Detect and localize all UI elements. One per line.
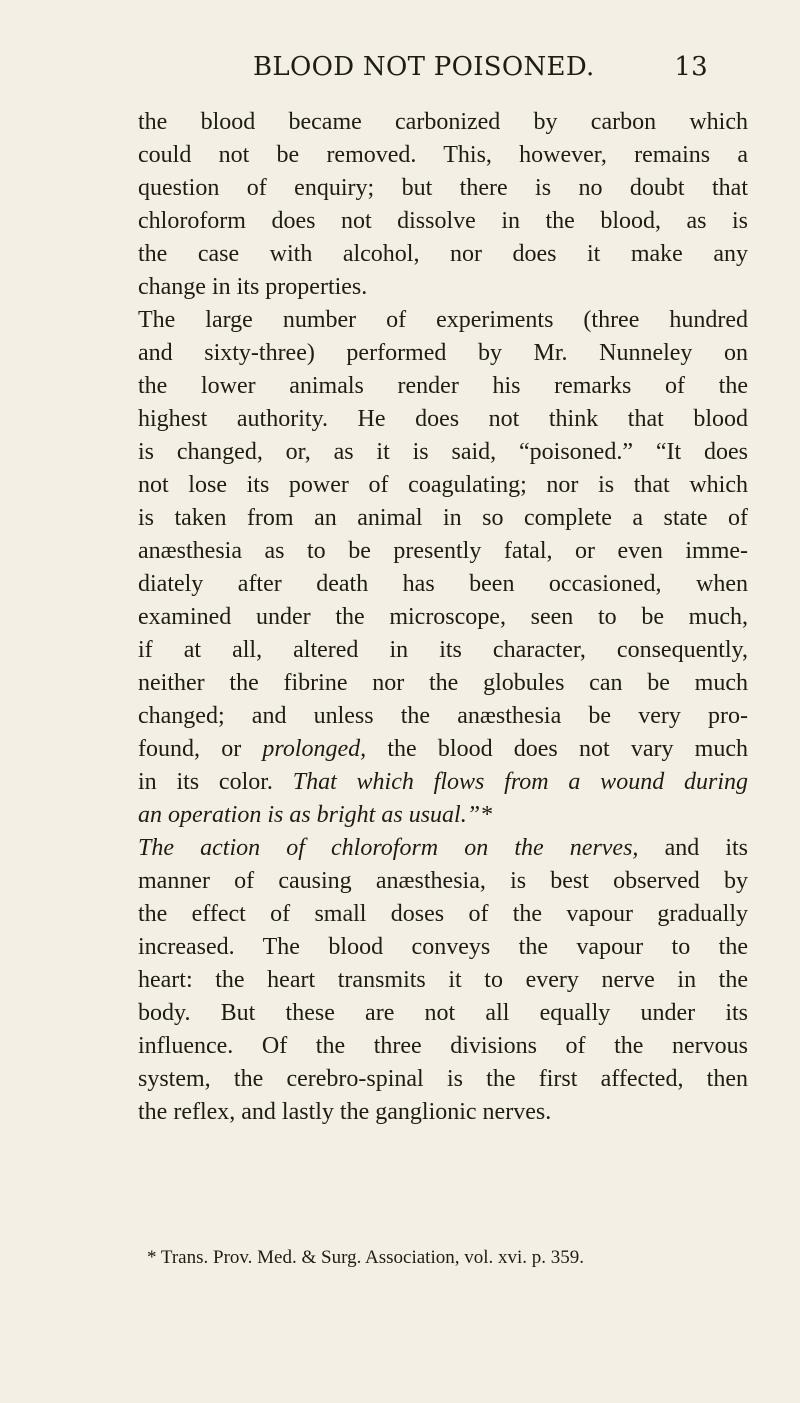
text-segment: the blood does not vary much (387, 736, 748, 762)
text-line: change in its properties. (138, 274, 368, 300)
text-line: and sixty-three) performed by Mr. Nunneley on (138, 340, 748, 366)
text-segment: in its color. (138, 769, 273, 795)
text-line: system, the cerebro-spinal is the first affected, then (138, 1066, 748, 1092)
text-line: changed; and unless the anæsthesia be very pro- (138, 703, 748, 729)
footnote: * Trans. Prov. Med. & Surg. Association, vol. xvi. p. 359. (147, 1247, 585, 1268)
text-line: increased. The blood conveys the vapour to the (138, 934, 748, 960)
text-line: diately after death has been occasioned, when (138, 571, 748, 597)
text-line: highest authority. He does not think that blood (138, 406, 748, 432)
text-line: body. But these are not all equally under its (138, 1000, 748, 1026)
running-title: BLOOD NOT POISONED. (253, 52, 595, 82)
text-line: not lose its power of coagulating; nor is that which (138, 472, 748, 498)
text-line: could not be removed. This, however, remains a (138, 142, 748, 168)
text-line: is changed, or, as it is said, “poisoned.” “It does (138, 439, 748, 465)
text-line: influence. Of the three divisions of the nervous (138, 1033, 748, 1059)
text-line: if at all, altered in its character, consequently, (138, 637, 748, 663)
text-line: The large number of experiments (three hundred (138, 307, 748, 333)
text-line-mixed (138, 832, 748, 865)
text-line: chloroform does not dissolve in the blood, as is (138, 208, 748, 234)
text-line: the lower animals render his remarks of the (138, 373, 748, 399)
text-line: the reflex, and lastly the ganglionic nerves. (138, 1099, 552, 1125)
text-segment: found, or (138, 736, 242, 762)
text-line: the effect of small doses of the vapour gradually (138, 901, 748, 927)
text-line: manner of causing anæsthesia, is best observed by (138, 868, 748, 894)
page-number: 13 (674, 52, 708, 82)
text-line: examined under the microscope, seen to be much, (138, 604, 748, 630)
text-line: an operation is as bright as usual.”* (138, 802, 493, 828)
text-line-mixed (138, 766, 748, 799)
text-line-mixed (138, 733, 748, 766)
italic-segment: That which flows from a wound during (292, 769, 748, 795)
running-header (253, 52, 708, 92)
body-text (138, 106, 748, 1129)
text-line: the case with alcohol, nor does it make any (138, 241, 748, 267)
text-line: the blood became carbonized by carbon which (138, 109, 748, 135)
italic-segment: The action of chloroform on the nerves, (138, 835, 639, 861)
text-line: is taken from an animal in so complete a state of (138, 505, 748, 531)
text-line: question of enquiry; but there is no doubt that (138, 175, 748, 201)
text-line: heart: the heart transmits it to every nerve in the (138, 967, 748, 993)
text-line: neither the fibrine nor the globules can be much (138, 670, 748, 696)
text-line: anæsthesia as to be presently fatal, or even imme- (138, 538, 748, 564)
italic-segment: prolonged, (262, 736, 367, 762)
text-segment: and its (664, 835, 749, 861)
